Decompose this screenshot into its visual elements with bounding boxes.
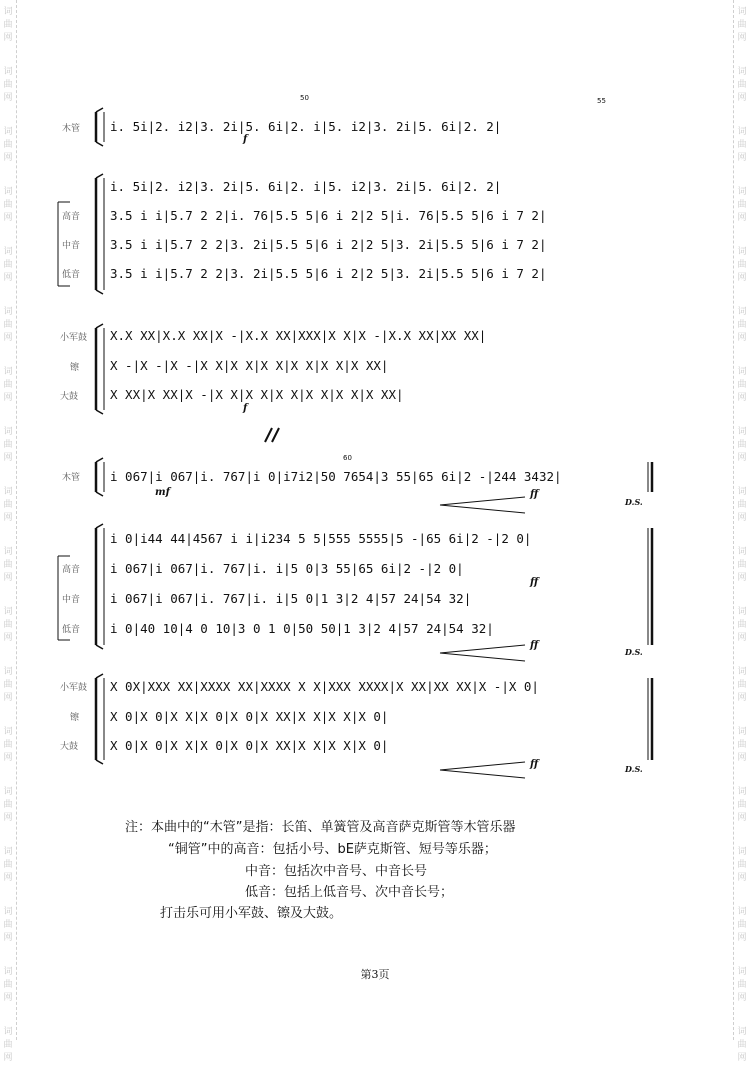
watermark-char: 词 <box>737 727 747 737</box>
ds-mark: D.S. <box>625 647 643 657</box>
watermark-char: 词 <box>737 1027 747 1037</box>
watermark-char: 曲 <box>3 800 13 810</box>
watermark-char: 词 <box>737 607 747 617</box>
ds-mark: D.S. <box>625 497 643 507</box>
watermark-char: 曲 <box>3 440 13 450</box>
part-label-high: 高音 <box>62 565 81 575</box>
part-label-low: 低音 <box>62 625 81 635</box>
watermark-char: 词 <box>737 547 747 557</box>
watermark-char: 网 <box>3 513 13 523</box>
watermark-char: 曲 <box>737 380 747 390</box>
watermark-char: 网 <box>737 33 747 43</box>
watermark-char: 曲 <box>3 260 13 270</box>
part-label-mid: 中音 <box>62 595 81 605</box>
footnote-line-1: 注：本曲中的“木管”是指：长笛、单簧管及高音萨克斯管等木管乐器 <box>125 820 516 835</box>
staff-line: 3.5 i i|5.7 2 2|3. 2i|5.5 5|6 i 2|2 5|3. 2i|5.5 5|6 i 7 2| <box>110 237 547 252</box>
dynamic-mark: ff <box>530 640 539 651</box>
watermark-char: 曲 <box>3 380 13 390</box>
watermark-char: 词 <box>3 547 13 557</box>
watermark-char: 网 <box>737 993 747 1003</box>
part-label-snare: 小军鼓 <box>60 333 88 343</box>
dynamic-mark: f <box>243 134 248 145</box>
watermark-char: 词 <box>737 667 747 677</box>
footnote-line-2: “铜管”中的高音：包括小号、bE萨克斯管、短号等乐器； <box>168 842 497 857</box>
measure-number-60: 60 <box>343 454 352 462</box>
watermark-char: 曲 <box>737 1040 747 1050</box>
watermark-char: 词 <box>3 607 13 617</box>
watermark-char: 曲 <box>3 200 13 210</box>
watermark-char: 词 <box>3 367 13 377</box>
watermark-char: 网 <box>737 693 747 703</box>
part-label-cymbal: 镲 <box>70 363 80 373</box>
watermark-char: 网 <box>3 693 13 703</box>
watermark-char: 词 <box>3 847 13 857</box>
staff-line: i 0|40 10|4 0 10|3 0 1 0|50 50|1 3|2 4|57 24|54 32| <box>110 621 494 636</box>
watermark-char: 网 <box>737 933 747 943</box>
part-label-high: 高音 <box>62 212 81 222</box>
staff-line: X XX|X XX|X -|X X|X X|X X|X X|X X|X XX| <box>110 387 404 402</box>
dynamic-mark: ff <box>530 577 539 588</box>
measure-number-55: 55 <box>597 97 606 105</box>
bracket-woodwind-2-bottom <box>96 492 103 496</box>
watermark-char: 词 <box>737 787 747 797</box>
watermark-char: 曲 <box>737 800 747 810</box>
watermark-char: 词 <box>3 967 13 977</box>
watermark-char: 网 <box>3 213 13 223</box>
watermark-char: 曲 <box>3 80 13 90</box>
watermark-char: 曲 <box>3 740 13 750</box>
watermark-char: 网 <box>737 813 747 823</box>
staff-line: X 0|X 0|X X|X 0|X 0|X XX|X X|X X|X 0| <box>110 738 389 753</box>
dynamic-mark: mf <box>155 487 170 498</box>
watermark-char: 网 <box>3 33 13 43</box>
watermark-char: 曲 <box>3 920 13 930</box>
watermark-char: 词 <box>3 247 13 257</box>
watermark-char: 网 <box>3 273 13 283</box>
staff-line: i 067|i 067|i. 767|i. i|5 0|1 3|2 4|57 24|54 32| <box>110 591 472 606</box>
watermark-char: 词 <box>3 187 13 197</box>
staff-line: i. 5i|2. i2|3. 2i|5. 6i|2. i|5. i2|3. 2i|5. 6i|2. 2| <box>110 119 502 134</box>
watermark-char: 曲 <box>3 860 13 870</box>
footnote-line-5: 打击乐可用小军鼓、镲及大鼓。 <box>160 906 343 921</box>
staff-line: X 0X|XXX XX|XXXX XX|XXXX X X|XXX XXXX|X XX|XX XX|X -|X 0| <box>110 679 539 694</box>
staff-line: i. 5i|2. i2|3. 2i|5. 6i|2. i|5. i2|3. 2i|5. 6i|2. 2| <box>110 179 502 194</box>
watermark-char: 曲 <box>737 440 747 450</box>
watermark-char: 词 <box>3 487 13 497</box>
watermark-char: 词 <box>3 667 13 677</box>
bracket-percussion-2-bottom <box>96 760 103 764</box>
watermark-char: 曲 <box>3 500 13 510</box>
measure-number-50: 50 <box>300 94 309 102</box>
watermark-char: 曲 <box>737 320 747 330</box>
watermark-char: 曲 <box>737 260 747 270</box>
watermark-char: 曲 <box>737 500 747 510</box>
watermark-char: 网 <box>3 753 13 763</box>
watermark-char: 网 <box>3 933 13 943</box>
bracket-woodwind-2-top <box>96 458 103 462</box>
bracket-percussion-2-top <box>96 674 103 678</box>
bracket-brass-2-top <box>96 524 103 528</box>
part-label-woodwind: 木管 <box>62 473 81 483</box>
watermark-char: 网 <box>737 633 747 643</box>
watermark-char: 网 <box>3 813 13 823</box>
system-2 <box>60 454 643 774</box>
watermark-char: 曲 <box>3 320 13 330</box>
crescendo-hairpin <box>440 653 525 661</box>
watermark-char: 曲 <box>737 920 747 930</box>
watermark-char: 词 <box>3 307 13 317</box>
watermark-char: 词 <box>3 787 13 797</box>
staff-line: X 0|X 0|X X|X 0|X 0|X XX|X X|X X|X 0| <box>110 709 389 724</box>
watermark-char: 网 <box>737 453 747 463</box>
watermark-char: 网 <box>737 393 747 403</box>
watermark-char: 词 <box>737 487 747 497</box>
watermark-char: 词 <box>3 1027 13 1037</box>
watermark-char: 网 <box>737 153 747 163</box>
watermark-char: 曲 <box>737 200 747 210</box>
watermark-char: 词 <box>3 67 13 77</box>
crescendo-hairpin <box>440 770 525 778</box>
part-label-low: 低音 <box>62 270 81 280</box>
system-1 <box>60 94 606 414</box>
watermark-char: 曲 <box>3 1040 13 1050</box>
watermark-char: 曲 <box>737 80 747 90</box>
watermark-char: 网 <box>737 333 747 343</box>
watermark-char: 网 <box>3 633 13 643</box>
watermark-char: 曲 <box>3 980 13 990</box>
part-label-woodwind: 木管 <box>62 124 81 134</box>
watermark-char: 曲 <box>737 620 747 630</box>
watermark-char: 词 <box>737 307 747 317</box>
bracket-percussion-1-top <box>96 324 103 328</box>
page-number: 第3页 <box>360 968 390 981</box>
watermark-char: 词 <box>3 907 13 917</box>
crescendo-hairpin <box>440 645 525 653</box>
watermark-char: 词 <box>737 367 747 377</box>
watermark-char: 网 <box>3 573 13 583</box>
dynamic-mark: ff <box>530 489 539 500</box>
watermark-char: 曲 <box>737 980 747 990</box>
part-label-cymbal: 镲 <box>70 713 80 723</box>
watermark-char: 网 <box>3 333 13 343</box>
watermark-char: 词 <box>737 127 747 137</box>
watermark-char: 网 <box>3 393 13 403</box>
crescendo-hairpin <box>440 505 525 513</box>
watermark-char: 网 <box>737 93 747 103</box>
staff-line: i 067|i 067|i. 767|i 0|i7i2|50 7654|3 55|65 6i|2 -|244 3432| <box>110 469 562 484</box>
staff-line: i 067|i 067|i. 767|i. i|5 0|3 55|65 6i|2 -|2 0| <box>110 561 464 576</box>
watermark-char: 网 <box>737 273 747 283</box>
dynamic-mark: f <box>243 403 248 414</box>
watermark-char: 词 <box>3 727 13 737</box>
crescendo-hairpin <box>440 762 525 770</box>
watermark-char: 网 <box>3 93 13 103</box>
staff-line: 3.5 i i|5.7 2 2|i. 76|5.5 5|6 i 2|2 5|i. 76|5.5 5|6 i 7 2| <box>110 208 547 223</box>
watermark-char: 网 <box>737 753 747 763</box>
watermark-char: 网 <box>3 873 13 883</box>
watermark-char: 曲 <box>3 620 13 630</box>
staff-line: 3.5 i i|5.7 2 2|3. 2i|5.5 5|6 i 2|2 5|3. 2i|5.5 5|6 i 7 2| <box>110 266 547 281</box>
watermark-char: 网 <box>3 453 13 463</box>
watermark-char: 曲 <box>737 740 747 750</box>
staff-line: X.X XX|X.X XX|X -|X.X XX|XXX|X X|X -|X.X XX|XX XX| <box>110 328 487 343</box>
watermark-char: 曲 <box>3 560 13 570</box>
watermark-char: 词 <box>737 847 747 857</box>
watermark-char: 网 <box>737 573 747 583</box>
bracket-woodwind-1-bottom <box>96 142 103 146</box>
watermark-char: 曲 <box>3 140 13 150</box>
footnote-line-3: 中音：包括次中音号、中音长号 <box>245 864 428 879</box>
system-break-mark <box>265 428 279 442</box>
watermark-char: 网 <box>737 1053 747 1063</box>
watermark-char: 曲 <box>3 680 13 690</box>
part-label-bass-drum: 大鼓 <box>60 742 79 752</box>
watermark-char: 词 <box>3 427 13 437</box>
crescendo-hairpin <box>440 497 525 505</box>
watermark-char: 网 <box>737 213 747 223</box>
dynamic-mark: ff <box>530 759 539 770</box>
watermark-char: 网 <box>3 1053 13 1063</box>
watermark-char: 曲 <box>737 860 747 870</box>
watermark-char: 网 <box>737 873 747 883</box>
part-label-bass-drum: 大鼓 <box>60 392 79 402</box>
watermark-char: 网 <box>3 993 13 1003</box>
watermark-char: 曲 <box>737 20 747 30</box>
watermark-char: 曲 <box>3 20 13 30</box>
staff-line: X -|X -|X -|X X|X X|X X|X X|X X|X XX| <box>110 358 389 373</box>
watermark-char: 曲 <box>737 560 747 570</box>
watermark-char: 曲 <box>737 680 747 690</box>
bracket-woodwind-1-top <box>96 108 103 112</box>
watermark-char: 词 <box>737 247 747 257</box>
footnote-line-4: 低音：包括上低音号、次中音长号； <box>245 885 454 900</box>
watermark-char: 网 <box>737 513 747 523</box>
ds-mark: D.S. <box>625 764 643 774</box>
bracket-brass-2-bottom <box>96 645 103 649</box>
watermark-char: 曲 <box>737 140 747 150</box>
watermark-char: 词 <box>3 127 13 137</box>
part-label-snare: 小军鼓 <box>60 683 88 693</box>
watermark-char: 词 <box>737 67 747 77</box>
bracket-brass-1-bottom <box>96 290 103 294</box>
watermark-char: 词 <box>737 7 747 17</box>
watermark-char: 词 <box>737 427 747 437</box>
watermark-char: 网 <box>3 153 13 163</box>
part-label-mid: 中音 <box>62 241 81 251</box>
watermark-char: 词 <box>3 7 13 17</box>
staff-line: i 0|i44 44|4567 i i|i234 5 5|555 5555|5 -|65 6i|2 -|2 0| <box>110 531 532 546</box>
watermark-char: 词 <box>737 967 747 977</box>
watermark-char: 词 <box>737 907 747 917</box>
bracket-percussion-1-bottom <box>96 410 103 414</box>
bracket-brass-1-top <box>96 174 103 178</box>
watermark-char: 词 <box>737 187 747 197</box>
